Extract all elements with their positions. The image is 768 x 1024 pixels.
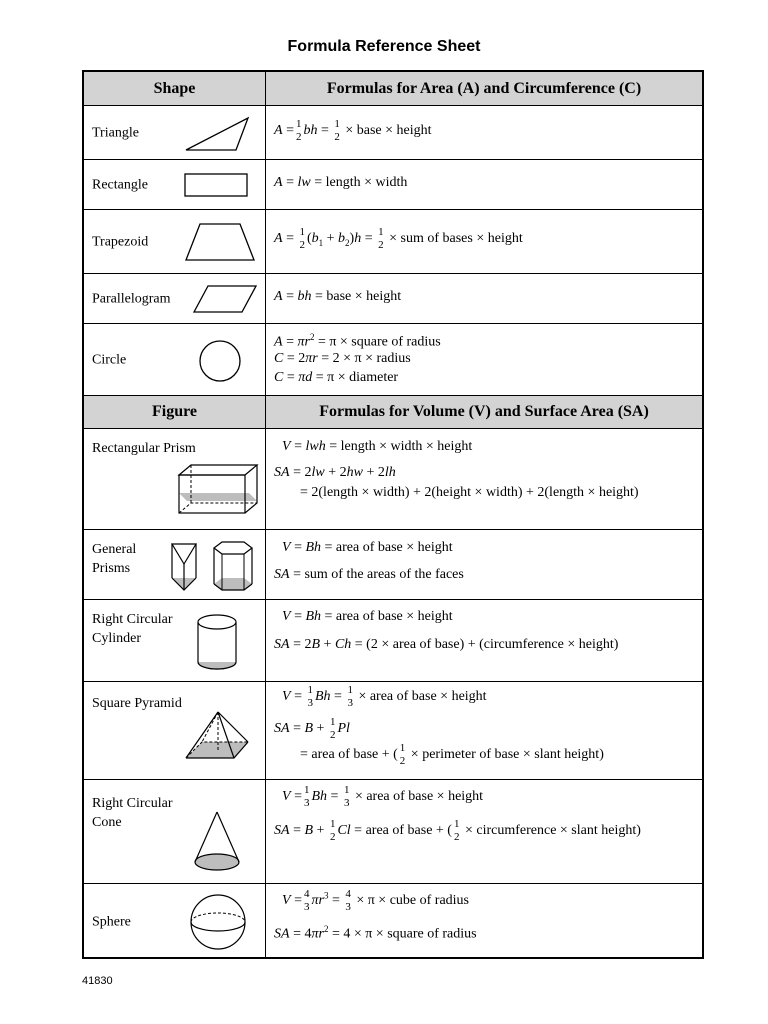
volume-formulas-header: Formulas for Volume (V) and Surface Area (SA) bbox=[319, 403, 649, 420]
footer-code: 41830 bbox=[82, 975, 113, 987]
triangle-row bbox=[84, 106, 702, 160]
shape-column-header: Shape bbox=[84, 72, 266, 105]
sphere-row bbox=[84, 884, 702, 959]
rectangle-formula: A = lw = length × width bbox=[274, 175, 408, 190]
rectangle-name: Rectangle bbox=[92, 177, 148, 192]
general-prisms-name: General Prisms bbox=[92, 542, 137, 576]
cylinder-name: Right Circular Cylinder bbox=[92, 612, 173, 646]
rectangular-prism-formulas: V = lwh = length × width × height SA = 2lw + 2hw + 2lh = 2(length × width) + 2(height × width) + 2(length × height) bbox=[274, 439, 639, 500]
area-header-row bbox=[84, 72, 702, 106]
cylinder-formulas: V = Bh = area of base × height SA = 2B + Ch = (2 × area of base) + (circumference × height) bbox=[274, 609, 619, 652]
sphere-formulas: V = 4 3 $\pi r^3$ = 4 3 × π × cube of radius SA = $4\pi r^2 = 4 \times \pi$ × square of radius bbox=[274, 888, 477, 942]
rectangle-icon bbox=[184, 173, 250, 199]
cylinder-row bbox=[84, 600, 702, 682]
general-prisms-row bbox=[84, 530, 702, 600]
rectangular-prism-name: Rectangular Prism bbox=[92, 441, 196, 456]
cone-icon bbox=[192, 810, 242, 872]
rectangle-row bbox=[84, 160, 702, 210]
circle-formulas: $A = \pi r^2 = \pi$ × square of radius C = 2πr = 2 × π × radius C = πd = π × diameter bbox=[274, 332, 441, 385]
circle-row bbox=[84, 324, 702, 396]
cylinder-icon bbox=[196, 614, 238, 672]
trapezoid-formula: A = 1 2 $(b_1 + b_2)h$ = 1 2 × sum of bases × height bbox=[274, 226, 523, 251]
trapezoid-row bbox=[84, 210, 702, 274]
cone-row bbox=[84, 780, 702, 884]
square-pyramid-name: Square Pyramid bbox=[92, 696, 182, 711]
cone-name: Right Circular Cone bbox=[92, 796, 173, 830]
triangle-icon bbox=[184, 116, 250, 152]
rectangular-prism-row bbox=[84, 429, 702, 530]
parallelogram-icon bbox=[192, 284, 258, 314]
parallelogram-formula: A = bh = base × height bbox=[274, 289, 402, 304]
triangle-formula: A = 1 2 bh = 1 2 × base × height bbox=[274, 118, 432, 143]
general-prisms-icon bbox=[168, 540, 258, 594]
rectangular-prism-icon bbox=[176, 463, 260, 515]
parallelogram-name: Parallelogram bbox=[92, 291, 171, 306]
square-pyramid-icon bbox=[184, 710, 254, 762]
circle-name: Circle bbox=[92, 352, 127, 367]
trapezoid-icon bbox=[184, 222, 256, 262]
cone-formulas: V = 1 3 Bh = 1 3 × area of base × height SA = B + 1 2 Cl = area of base + ( 1 2 × circumference × slant height) bbox=[274, 784, 641, 843]
general-prisms-formulas: V = Bh = area of base × height SA = sum of the areas of the faces bbox=[274, 540, 464, 582]
trapezoid-name: Trapezoid bbox=[92, 234, 149, 249]
parallelogram-row bbox=[84, 274, 702, 324]
volume-header-row bbox=[84, 396, 702, 429]
page-title: Formula Reference Sheet bbox=[287, 38, 481, 55]
triangle-name: Triangle bbox=[92, 125, 139, 140]
sphere-icon bbox=[188, 892, 248, 952]
square-pyramid-formulas: V = 1 3 Bh = 1 3 × area of base × height SA = B + 1 2 Pl = area of base + ( 1 2 × perimeter of base × slant height) bbox=[274, 684, 604, 767]
circle-icon bbox=[198, 339, 242, 383]
square-pyramid-row bbox=[84, 682, 702, 780]
sphere-name: Sphere bbox=[92, 914, 131, 929]
formula-table bbox=[82, 70, 704, 959]
area-formulas-header: Formulas for Area (A) and Circumference (C) bbox=[326, 79, 642, 97]
figure-column-header: Figure bbox=[84, 396, 266, 428]
